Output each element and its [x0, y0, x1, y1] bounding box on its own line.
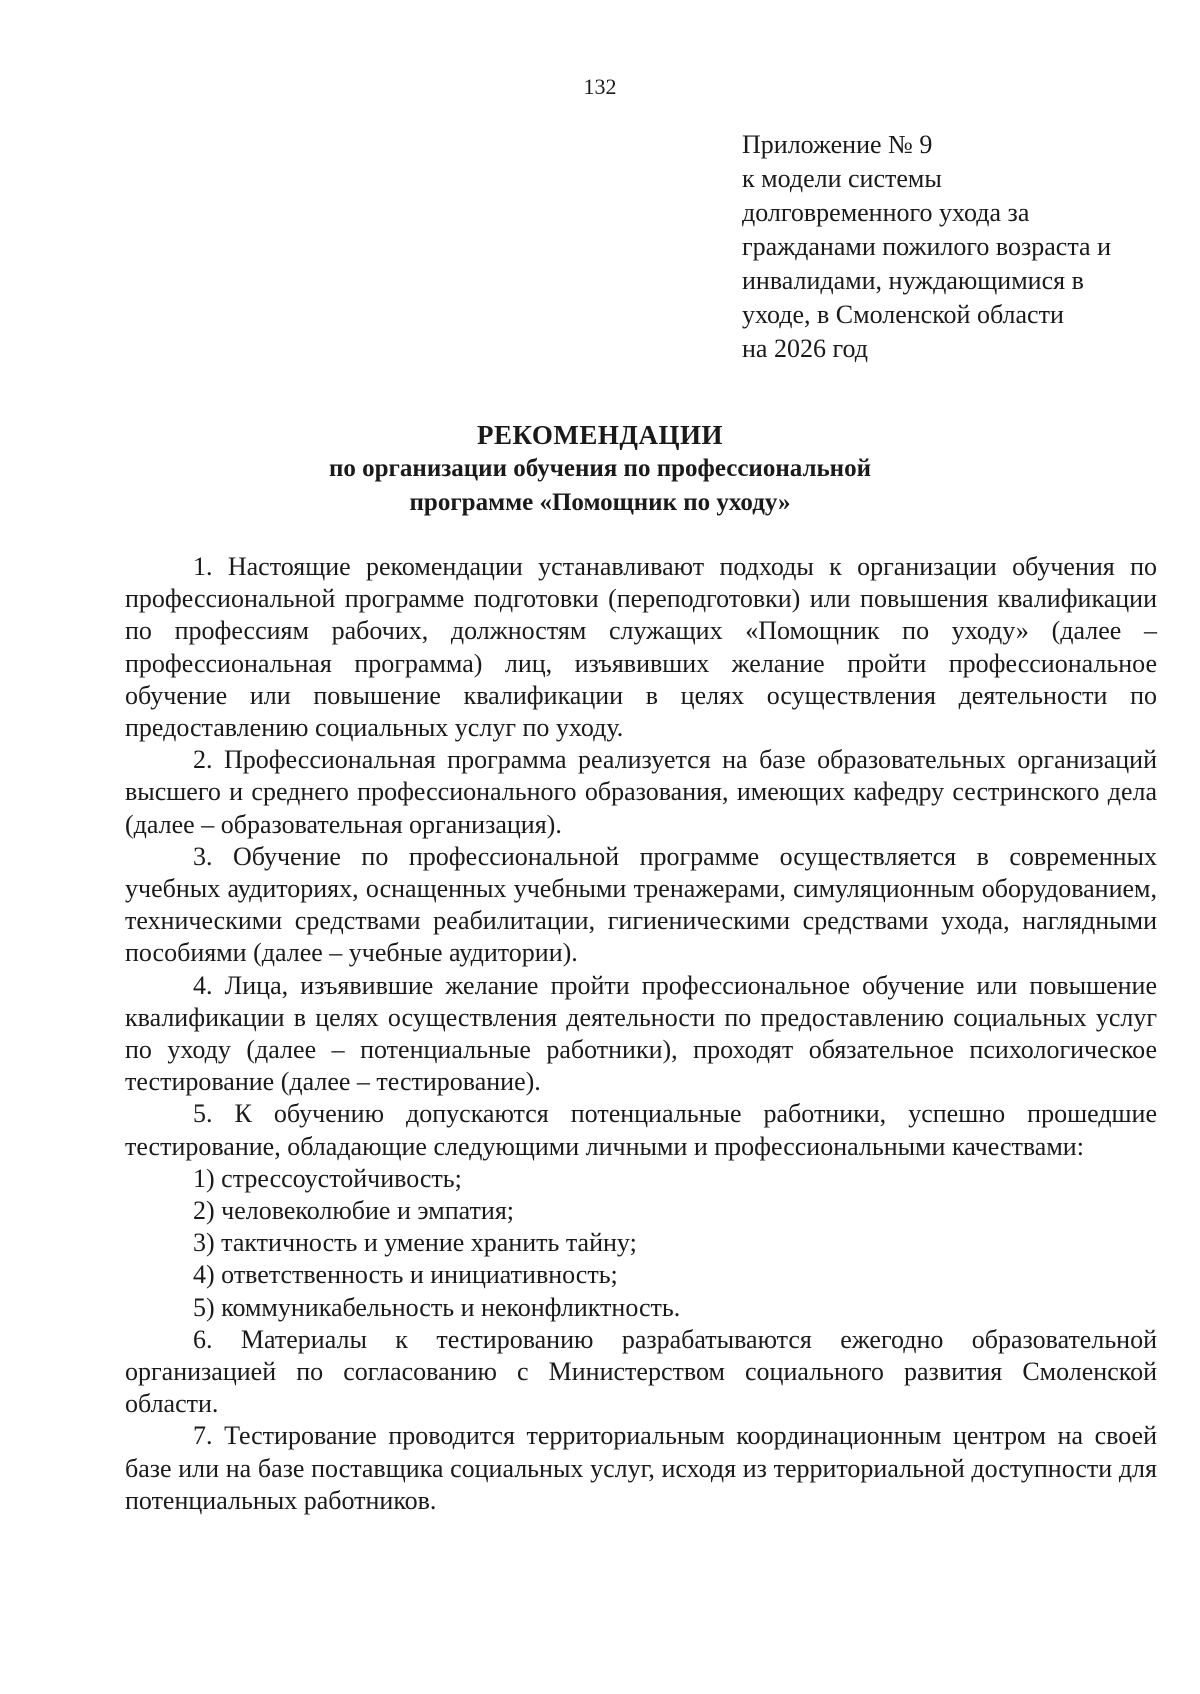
- appendix-line: Приложение № 9: [742, 130, 933, 159]
- appendix-line: уходе, в Смоленской области: [742, 300, 1064, 329]
- document-title: [0, 418, 1200, 520]
- list-item: 5) коммуникабельность и неконфликтность.: [193, 1292, 681, 1322]
- list-item: 2) человеколюбие и эмпатия;: [193, 1196, 515, 1226]
- page-number: 132: [583, 74, 617, 99]
- appendix-header: [742, 128, 1172, 366]
- list-item: 3) тактичность и умение хранить тайну;: [193, 1228, 637, 1258]
- list-item: 1) стрессоустойчивость;: [193, 1163, 462, 1193]
- paragraph-6: 6. Материалы к тестированию разрабатываются ежегодно образовательной организацией по согласованию с Министерством социального развития Смоленской области.: [125, 1324, 1157, 1419]
- title-subtitle-line: программе «Помощник по уходу»: [409, 489, 791, 516]
- title-main: РЕКОМЕНДАЦИИ: [477, 420, 723, 450]
- list-item: 4) ответственность и инициативность;: [193, 1260, 618, 1290]
- appendix-line: на 2026 год: [742, 334, 868, 363]
- qualities-list: [125, 1163, 1157, 1324]
- appendix-line: долговременного ухода за: [742, 198, 1030, 227]
- paragraph-1: 1. Настоящие рекомендации устанавливают подходы к организации обучения по профессиональной программе подготовки (переподготовки) или повышения квалификации по профессиям рабочих, должностям служащих «Помощник по уходу» (далее – профессиональная программа) лиц, изъявивших желание пройти профессиональное обучение или повышение квалификации в целях осуществления деятельности по предоставлению социальных услуг по уходу.: [125, 552, 1157, 743]
- appendix-line: к модели системы: [742, 164, 942, 193]
- paragraph-7: 7. Тестирование проводится территориальным координационным центром на своей базе или на базе поставщика социальных услуг, исходя из территориальной доступности для потенциальных работников.: [125, 1421, 1157, 1515]
- paragraph-4: 4. Лица, изъявившие желание пройти профессиональное обучение или повышение квалификации в целях осуществления деятельности по предоставлению социальных услуг по уходу (далее – потенциальные работники), проходят обязательное психологическое тестирование (далее – тестирование).: [125, 970, 1157, 1097]
- title-subtitle-line: по организации обучения по профессиональной: [329, 455, 871, 482]
- appendix-line: инвалидами, нуждающимися в: [742, 266, 1084, 295]
- paragraph-5: 5. К обучению допускаются потенциальные работники, успешно прошедшие тестирование, обладающие следующими личными и профессиональными качествами:: [125, 1099, 1157, 1161]
- paragraph-3: 3. Обучение по профессиональной программе осуществляется в современных учебных аудиториях, оснащенных учебными тренажерами, симуляционным оборудованием, техническими средствами реабилитации, гигиеническими средствами ухода, наглядными пособиями (далее – учебные аудитории).: [125, 841, 1157, 968]
- appendix-line: гражданами пожилого возраста и: [742, 232, 1111, 261]
- document-body: [125, 551, 1157, 1517]
- paragraph-2: 2. Профессиональная программа реализуется на базе образовательных организаций высшего и среднего профессионального образования, имеющих кафедру сестринского дела (далее – образовательная организация).: [125, 745, 1157, 839]
